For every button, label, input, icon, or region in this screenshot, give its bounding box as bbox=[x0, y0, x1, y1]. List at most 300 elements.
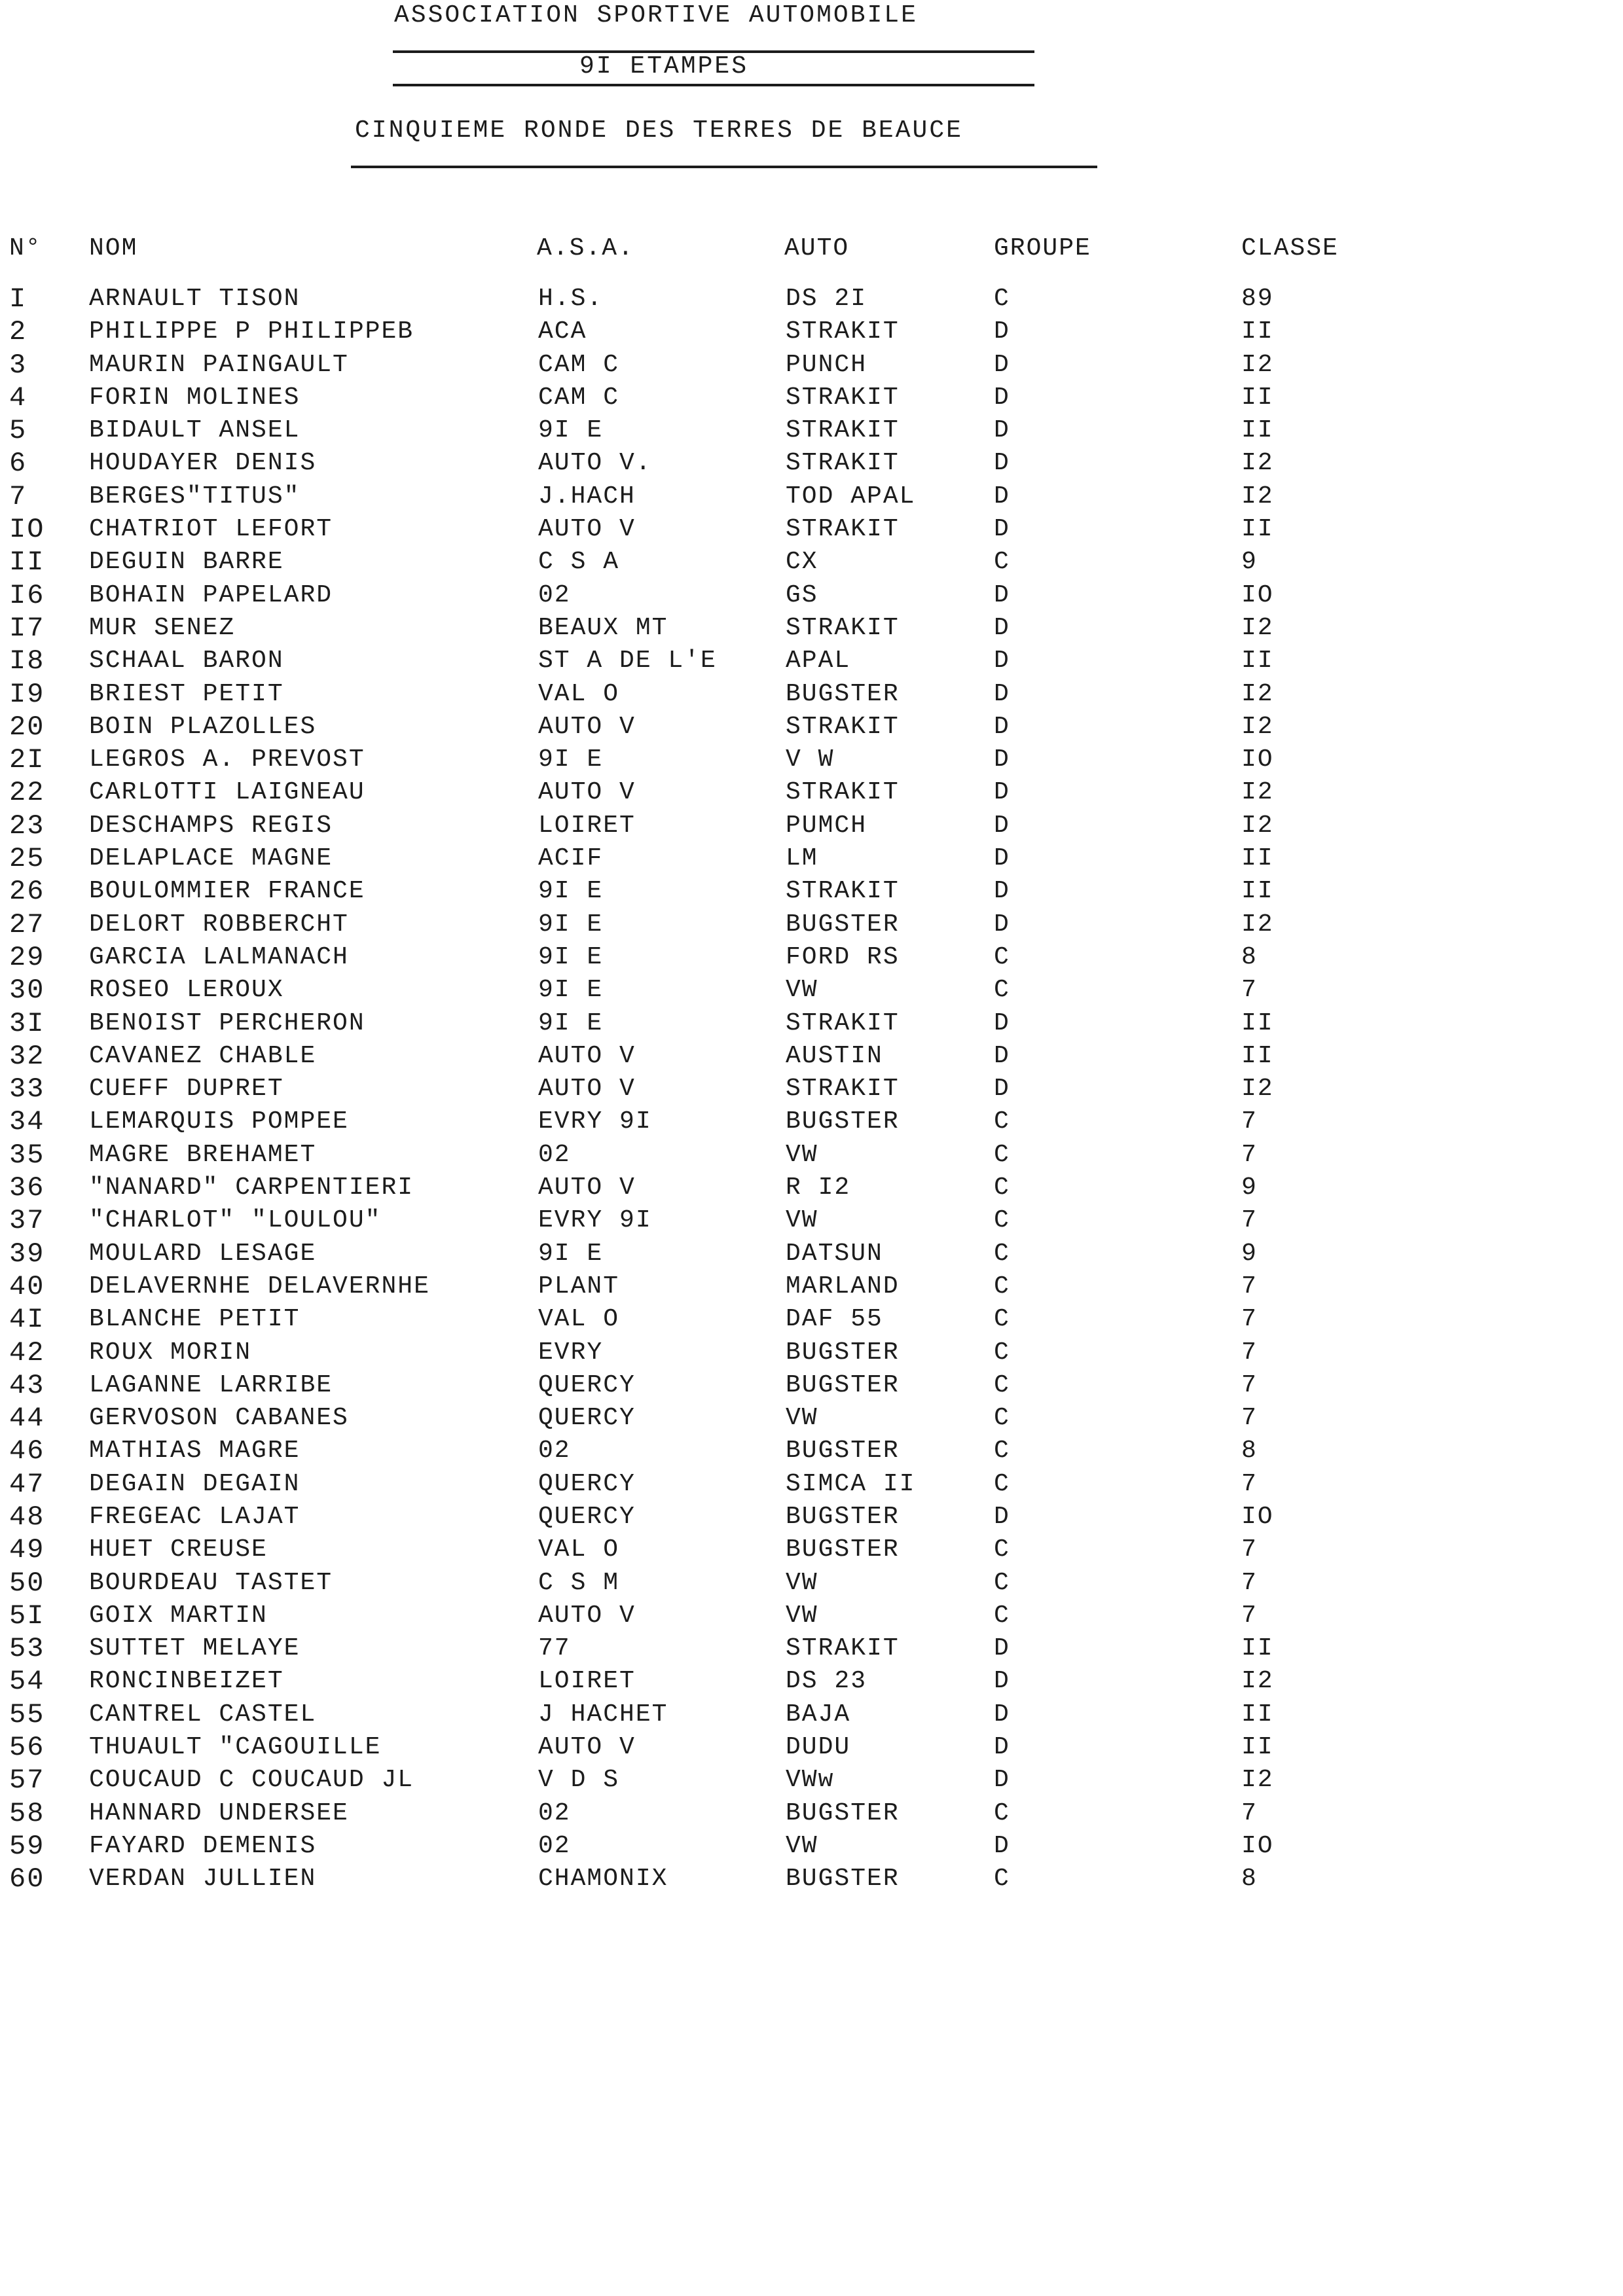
entry-auto: BUGSTER bbox=[786, 1338, 900, 1367]
entry-name: BOHAIN PAPELARD bbox=[89, 581, 333, 609]
entry-auto: CX bbox=[786, 548, 818, 577]
entry-name: BOIN PLAZOLLES bbox=[89, 712, 317, 741]
entry-number: 2 bbox=[9, 316, 27, 348]
table-row bbox=[0, 1303, 1623, 1336]
entry-groupe: D bbox=[994, 515, 1010, 544]
entry-groupe: D bbox=[994, 1009, 1010, 1037]
entry-groupe: D bbox=[994, 1502, 1010, 1531]
entry-name: DELAVERNHE DELAVERNHE bbox=[89, 1272, 430, 1300]
table-row bbox=[0, 1567, 1623, 1600]
table-row bbox=[0, 875, 1623, 908]
entry-classe: 7 bbox=[1241, 1206, 1258, 1235]
entry-number: 30 bbox=[9, 975, 45, 1007]
entry-name: LEGROS A. PREVOST bbox=[89, 745, 365, 774]
table-row bbox=[0, 1238, 1623, 1270]
table-row bbox=[0, 810, 1623, 842]
table-row bbox=[0, 974, 1623, 1007]
entry-name: CARLOTTI LAIGNEAU bbox=[89, 778, 365, 807]
entry-name: BRIEST PETIT bbox=[89, 679, 284, 708]
entry-classe: 7 bbox=[1241, 1371, 1258, 1399]
entry-auto: BUGSTER bbox=[786, 1865, 900, 1893]
entry-number: IO bbox=[9, 514, 45, 546]
entry-number: 50 bbox=[9, 1567, 45, 1599]
entry-asa: EVRY 9I bbox=[538, 1107, 652, 1136]
entry-number: 49 bbox=[9, 1534, 45, 1566]
entry-number: 53 bbox=[9, 1633, 45, 1665]
entry-name: BOURDEAU TASTET bbox=[89, 1568, 333, 1597]
entry-asa: 9I E bbox=[538, 976, 604, 1005]
entry-classe: 7 bbox=[1241, 976, 1258, 1005]
entry-name: DEGUIN BARRE bbox=[89, 548, 284, 577]
entry-auto: GS bbox=[786, 581, 818, 609]
entry-asa: AUTO V bbox=[538, 1174, 636, 1202]
entry-auto: VW bbox=[786, 1206, 818, 1235]
entry-number: 5 bbox=[9, 415, 27, 447]
entry-classe: 9 bbox=[1241, 1174, 1258, 1202]
entry-asa: 9I E bbox=[538, 416, 604, 445]
entry-number: 48 bbox=[9, 1501, 45, 1533]
entry-asa: AUTO V bbox=[538, 712, 636, 741]
entry-number: 58 bbox=[9, 1797, 45, 1829]
entry-name: PHILIPPE P PHILIPPEB bbox=[89, 317, 414, 346]
table-row bbox=[0, 1073, 1623, 1105]
table-row bbox=[0, 1468, 1623, 1501]
entry-classe: 8 bbox=[1241, 1865, 1258, 1893]
entry-asa: AUTO V bbox=[538, 778, 636, 807]
entry-groupe: D bbox=[994, 613, 1010, 642]
column-header-auto: AUTO bbox=[784, 234, 850, 262]
entry-name: MAURIN PAINGAULT bbox=[89, 350, 349, 379]
entry-asa: 02 bbox=[538, 1140, 571, 1169]
entry-name: ROSEO LEROUX bbox=[89, 976, 284, 1005]
entry-classe: I2 bbox=[1241, 449, 1274, 478]
entry-asa: VAL O bbox=[538, 1535, 620, 1564]
entry-number: 4 bbox=[9, 382, 27, 414]
table-row bbox=[0, 1402, 1623, 1435]
entry-name: MATHIAS MAGRE bbox=[89, 1437, 301, 1465]
table-row bbox=[0, 1336, 1623, 1369]
entry-classe: I2 bbox=[1241, 613, 1274, 642]
entry-groupe: C bbox=[994, 976, 1010, 1005]
entry-number: 23 bbox=[9, 810, 45, 842]
entry-name: BERGES"TITUS" bbox=[89, 482, 301, 511]
entry-classe: II bbox=[1241, 647, 1274, 675]
entry-number: 6 bbox=[9, 448, 27, 480]
table-row bbox=[0, 842, 1623, 875]
column-header-nom: NOM bbox=[89, 234, 138, 262]
entry-name: LAGANNE LARRIBE bbox=[89, 1371, 333, 1399]
entry-number: 25 bbox=[9, 843, 45, 875]
entry-groupe: D bbox=[994, 383, 1010, 412]
table-row bbox=[0, 480, 1623, 513]
entry-classe: I2 bbox=[1241, 910, 1274, 939]
entry-groupe: D bbox=[994, 1041, 1010, 1070]
entry-classe: 7 bbox=[1241, 1799, 1258, 1827]
entry-number: 40 bbox=[9, 1270, 45, 1302]
entry-groupe: D bbox=[994, 1700, 1010, 1729]
entry-asa: 9I E bbox=[538, 1239, 604, 1268]
entry-number: 20 bbox=[9, 711, 45, 743]
entry-groupe: D bbox=[994, 416, 1010, 445]
entry-classe: 7 bbox=[1241, 1469, 1258, 1498]
entry-auto: VW bbox=[786, 1568, 818, 1597]
association-title: ASSOCIATION SPORTIVE AUTOMOBILE bbox=[394, 1, 918, 29]
table-row bbox=[0, 579, 1623, 612]
entry-number: I8 bbox=[9, 645, 45, 677]
entry-number: 60 bbox=[9, 1863, 45, 1895]
entry-auto: BUGSTER bbox=[786, 1502, 900, 1531]
entry-asa: 9I E bbox=[538, 1009, 604, 1037]
column-header-asa: A.S.A. bbox=[537, 234, 634, 262]
club-title: 9I ETAMPES bbox=[579, 52, 749, 81]
table-row bbox=[0, 1435, 1623, 1467]
table-row bbox=[0, 776, 1623, 809]
entry-groupe: D bbox=[994, 581, 1010, 609]
entry-asa: CAM C bbox=[538, 350, 620, 379]
entry-auto: BUGSTER bbox=[786, 910, 900, 939]
entry-asa: ACIF bbox=[538, 844, 604, 873]
entry-groupe: C bbox=[994, 1371, 1010, 1399]
entry-auto: APAL bbox=[786, 647, 851, 675]
entry-groupe: C bbox=[994, 1437, 1010, 1465]
entry-classe: 7 bbox=[1241, 1535, 1258, 1564]
entry-classe: I2 bbox=[1241, 679, 1274, 708]
entry-classe: 7 bbox=[1241, 1601, 1258, 1630]
entry-number: 29 bbox=[9, 941, 45, 973]
entry-asa: CHAMONIX bbox=[538, 1865, 668, 1893]
entry-number: 35 bbox=[9, 1139, 45, 1171]
table-row bbox=[0, 1632, 1623, 1665]
entry-classe: I2 bbox=[1241, 350, 1274, 379]
entry-asa: J.HACH bbox=[538, 482, 636, 511]
entry-name: DESCHAMPS REGIS bbox=[89, 811, 333, 840]
entry-groupe: D bbox=[994, 1075, 1010, 1103]
entry-asa: QUERCY bbox=[538, 1371, 636, 1399]
entry-name: GARCIA LALMANACH bbox=[89, 942, 349, 971]
entry-asa: EVRY 9I bbox=[538, 1206, 652, 1235]
entry-auto: STRAKIT bbox=[786, 1009, 900, 1037]
entry-asa: 77 bbox=[538, 1634, 571, 1663]
entry-name: BLANCHE PETIT bbox=[89, 1305, 301, 1334]
entry-name: "CHARLOT" "LOULOU" bbox=[89, 1206, 382, 1235]
entry-number: 22 bbox=[9, 777, 45, 809]
entry-groupe: C bbox=[994, 1338, 1010, 1367]
entry-auto: VW bbox=[786, 1601, 818, 1630]
entry-number: I7 bbox=[9, 612, 45, 644]
entry-number: I bbox=[9, 283, 27, 315]
entry-number: 34 bbox=[9, 1106, 45, 1138]
entry-classe: II bbox=[1241, 1009, 1274, 1037]
entry-number: 55 bbox=[9, 1698, 45, 1731]
entry-asa: LOIRET bbox=[538, 1667, 636, 1696]
entry-asa: CAM C bbox=[538, 383, 620, 412]
table-row bbox=[0, 1665, 1623, 1698]
entry-number: I9 bbox=[9, 678, 45, 710]
entry-classe: IO bbox=[1241, 1502, 1274, 1531]
table-row bbox=[0, 1105, 1623, 1138]
entry-groupe: D bbox=[994, 778, 1010, 807]
entry-classe: I2 bbox=[1241, 1667, 1274, 1696]
entry-auto: BAJA bbox=[786, 1700, 851, 1729]
table-row bbox=[0, 645, 1623, 677]
entry-number: 59 bbox=[9, 1830, 45, 1862]
entry-classe: I2 bbox=[1241, 778, 1274, 807]
entry-name: "NANARD" CARPENTIERI bbox=[89, 1174, 414, 1202]
entry-asa: 9I E bbox=[538, 745, 604, 774]
entry-auto: FORD RS bbox=[786, 942, 900, 971]
entry-number: 3I bbox=[9, 1007, 45, 1039]
entry-name: FORIN MOLINES bbox=[89, 383, 301, 412]
entry-number: 57 bbox=[9, 1765, 45, 1797]
entry-groupe: D bbox=[994, 449, 1010, 478]
entry-number: 56 bbox=[9, 1732, 45, 1764]
entry-asa: EVRY bbox=[538, 1338, 604, 1367]
entry-name: MAGRE BREHAMET bbox=[89, 1140, 317, 1169]
entry-number: 42 bbox=[9, 1336, 45, 1369]
table-row bbox=[0, 1007, 1623, 1040]
entry-groupe: D bbox=[994, 317, 1010, 346]
entry-groupe: D bbox=[994, 482, 1010, 511]
entry-groupe: C bbox=[994, 1568, 1010, 1597]
table-row bbox=[0, 1863, 1623, 1895]
entry-classe: 7 bbox=[1241, 1305, 1258, 1334]
entry-name: GERVOSON CABANES bbox=[89, 1404, 349, 1433]
entry-number: 32 bbox=[9, 1040, 45, 1072]
entry-groupe: D bbox=[994, 679, 1010, 708]
entry-groupe: D bbox=[994, 877, 1010, 906]
column-header-groupe: GROUPE bbox=[994, 234, 1091, 262]
entry-name: SUTTET MELAYE bbox=[89, 1634, 301, 1663]
table-row bbox=[0, 1698, 1623, 1731]
entry-name: BENOIST PERCHERON bbox=[89, 1009, 365, 1037]
entry-name: GOIX MARTIN bbox=[89, 1601, 268, 1630]
entry-number: 43 bbox=[9, 1369, 45, 1401]
entry-classe: IO bbox=[1241, 581, 1274, 609]
entry-groupe: D bbox=[994, 1733, 1010, 1762]
event-title: CINQUIEME RONDE DES TERRES DE BEAUCE bbox=[355, 117, 963, 145]
entry-auto: STRAKIT bbox=[786, 712, 900, 741]
entry-name: MOULARD LESAGE bbox=[89, 1239, 317, 1268]
entry-auto: STRAKIT bbox=[786, 317, 900, 346]
entry-asa: QUERCY bbox=[538, 1404, 636, 1433]
table-row bbox=[0, 283, 1623, 315]
entry-classe: 7 bbox=[1241, 1140, 1258, 1169]
entry-auto: V W bbox=[786, 745, 835, 774]
entry-auto: SIMCA II bbox=[786, 1469, 916, 1498]
entry-auto: STRAKIT bbox=[786, 1634, 900, 1663]
entry-groupe: C bbox=[994, 1469, 1010, 1498]
entry-asa: VAL O bbox=[538, 1305, 620, 1334]
table-row bbox=[0, 678, 1623, 711]
entry-auto: STRAKIT bbox=[786, 613, 900, 642]
entry-classe: IO bbox=[1241, 1831, 1274, 1860]
entry-auto: BUGSTER bbox=[786, 1437, 900, 1465]
entry-number: 36 bbox=[9, 1172, 45, 1204]
entry-classe: 89 bbox=[1241, 285, 1274, 313]
entry-groupe: D bbox=[994, 844, 1010, 873]
entry-classe: 7 bbox=[1241, 1272, 1258, 1300]
entry-groupe: D bbox=[994, 350, 1010, 379]
entry-asa: 9I E bbox=[538, 877, 604, 906]
entry-groupe: C bbox=[994, 1799, 1010, 1827]
entry-groupe: C bbox=[994, 1140, 1010, 1169]
entry-name: BOULOMMIER FRANCE bbox=[89, 877, 365, 906]
table-row bbox=[0, 1270, 1623, 1303]
entry-number: 44 bbox=[9, 1403, 45, 1435]
entry-groupe: C bbox=[994, 1865, 1010, 1893]
entry-groupe: D bbox=[994, 745, 1010, 774]
entry-number: 27 bbox=[9, 908, 45, 941]
column-header-no: N° bbox=[9, 234, 42, 262]
entry-classe: I2 bbox=[1241, 482, 1274, 511]
entry-auto: MARLAND bbox=[786, 1272, 900, 1300]
entry-auto: R I2 bbox=[786, 1174, 851, 1202]
entry-classe: 7 bbox=[1241, 1107, 1258, 1136]
table-row bbox=[0, 1139, 1623, 1172]
entry-classe: II bbox=[1241, 844, 1274, 873]
entry-name: CHATRIOT LEFORT bbox=[89, 515, 333, 544]
entry-classe: I2 bbox=[1241, 1075, 1274, 1103]
entry-classe: 7 bbox=[1241, 1404, 1258, 1433]
table-row bbox=[0, 414, 1623, 447]
entry-groupe: C bbox=[994, 1305, 1010, 1334]
entry-name: MUR SENEZ bbox=[89, 613, 236, 642]
entry-auto: BUGSTER bbox=[786, 1535, 900, 1564]
entry-classe: II bbox=[1241, 317, 1274, 346]
entry-name: FREGEAC LAJAT bbox=[89, 1502, 301, 1531]
entry-groupe: D bbox=[994, 647, 1010, 675]
entry-classe: I2 bbox=[1241, 811, 1274, 840]
entry-name: SCHAAL BARON bbox=[89, 647, 284, 675]
entry-name: VERDAN JULLIEN bbox=[89, 1865, 317, 1893]
entry-name: CANTREL CASTEL bbox=[89, 1700, 317, 1729]
entry-asa: LOIRET bbox=[538, 811, 636, 840]
column-header-classe: CLASSE bbox=[1241, 234, 1339, 262]
entry-classe: 7 bbox=[1241, 1568, 1258, 1597]
entry-classe: II bbox=[1241, 1733, 1274, 1762]
entry-classe: 9 bbox=[1241, 548, 1258, 577]
entry-auto: DS 23 bbox=[786, 1667, 867, 1696]
entry-asa: J HACHET bbox=[538, 1700, 668, 1729]
table-row bbox=[0, 1040, 1623, 1073]
entry-auto: DATSUN bbox=[786, 1239, 883, 1268]
entry-list bbox=[0, 283, 1623, 1896]
entry-groupe: C bbox=[994, 1601, 1010, 1630]
entry-groupe: C bbox=[994, 1174, 1010, 1202]
entry-auto: STRAKIT bbox=[786, 416, 900, 445]
entry-asa: V D S bbox=[538, 1766, 620, 1795]
entry-groupe: C bbox=[994, 285, 1010, 313]
entry-asa: 02 bbox=[538, 581, 571, 609]
entry-name: DEGAIN DEGAIN bbox=[89, 1469, 301, 1498]
entry-asa: C S A bbox=[538, 548, 620, 577]
entry-number: 4I bbox=[9, 1304, 45, 1336]
entry-groupe: C bbox=[994, 942, 1010, 971]
entry-classe: II bbox=[1241, 1634, 1274, 1663]
entry-auto: DS 2I bbox=[786, 285, 867, 313]
entry-classe: I2 bbox=[1241, 712, 1274, 741]
table-row bbox=[0, 447, 1623, 480]
entry-asa: PLANT bbox=[538, 1272, 620, 1300]
entry-asa: ST A DE L'E bbox=[538, 647, 717, 675]
entry-classe: 9 bbox=[1241, 1239, 1258, 1268]
entry-auto: VW bbox=[786, 1140, 818, 1169]
entry-number: 5I bbox=[9, 1600, 45, 1632]
entry-auto: BUGSTER bbox=[786, 679, 900, 708]
entry-name: THUAULT "CAGOUILLE bbox=[89, 1733, 382, 1762]
entry-asa: AUTO V bbox=[538, 1041, 636, 1070]
entry-asa: VAL O bbox=[538, 679, 620, 708]
entry-classe: 8 bbox=[1241, 942, 1258, 971]
entry-auto: PUNCH bbox=[786, 350, 867, 379]
entry-classe: 8 bbox=[1241, 1437, 1258, 1465]
table-row bbox=[0, 1534, 1623, 1566]
entry-groupe: C bbox=[994, 1239, 1010, 1268]
entry-auto: TOD APAL bbox=[786, 482, 916, 511]
entry-groupe: D bbox=[994, 1831, 1010, 1860]
table-row bbox=[0, 1764, 1623, 1797]
entry-auto: STRAKIT bbox=[786, 449, 900, 478]
entry-name: ROUX MORIN bbox=[89, 1338, 252, 1367]
entry-name: HANNARD UNDERSEE bbox=[89, 1799, 349, 1827]
table-row bbox=[0, 1731, 1623, 1764]
entry-number: 37 bbox=[9, 1205, 45, 1237]
entry-name: DELAPLACE MAGNE bbox=[89, 844, 333, 873]
entry-classe: II bbox=[1241, 416, 1274, 445]
entry-auto: VWw bbox=[786, 1766, 835, 1795]
table-row bbox=[0, 1369, 1623, 1402]
table-row bbox=[0, 744, 1623, 776]
entry-groupe: D bbox=[994, 1766, 1010, 1795]
entry-auto: BUGSTER bbox=[786, 1799, 900, 1827]
table-row bbox=[0, 908, 1623, 941]
table-row bbox=[0, 1172, 1623, 1204]
entry-name: CAVANEZ CHABLE bbox=[89, 1041, 317, 1070]
entry-groupe: C bbox=[994, 1107, 1010, 1136]
entry-classe: II bbox=[1241, 515, 1274, 544]
entry-name: BIDAULT ANSEL bbox=[89, 416, 301, 445]
entry-asa: ACA bbox=[538, 317, 587, 346]
club-underline bbox=[393, 84, 1034, 86]
entry-asa: BEAUX MT bbox=[538, 613, 668, 642]
entry-auto: BUGSTER bbox=[786, 1371, 900, 1399]
entry-asa: 02 bbox=[538, 1437, 571, 1465]
entry-auto: STRAKIT bbox=[786, 1075, 900, 1103]
entry-name: CUEFF DUPRET bbox=[89, 1075, 284, 1103]
entry-groupe: D bbox=[994, 1634, 1010, 1663]
entry-auto: BUGSTER bbox=[786, 1107, 900, 1136]
entry-number: 47 bbox=[9, 1468, 45, 1500]
table-row bbox=[0, 513, 1623, 546]
entry-classe: I2 bbox=[1241, 1766, 1274, 1795]
table-row bbox=[0, 1830, 1623, 1863]
entry-number: 33 bbox=[9, 1073, 45, 1105]
entry-number: I6 bbox=[9, 579, 45, 611]
entry-asa: AUTO V bbox=[538, 1733, 636, 1762]
table-row bbox=[0, 315, 1623, 348]
event-underline bbox=[351, 166, 1097, 168]
entry-asa: 9I E bbox=[538, 942, 604, 971]
entry-auto: LM bbox=[786, 844, 818, 873]
entry-number: 46 bbox=[9, 1435, 45, 1467]
table-row bbox=[0, 1797, 1623, 1830]
entry-groupe: D bbox=[994, 910, 1010, 939]
entry-asa: 02 bbox=[538, 1799, 571, 1827]
entry-asa: AUTO V bbox=[538, 1075, 636, 1103]
entry-name: LEMARQUIS POMPEE bbox=[89, 1107, 349, 1136]
table-row bbox=[0, 1501, 1623, 1534]
entry-auto: DUDU bbox=[786, 1733, 851, 1762]
